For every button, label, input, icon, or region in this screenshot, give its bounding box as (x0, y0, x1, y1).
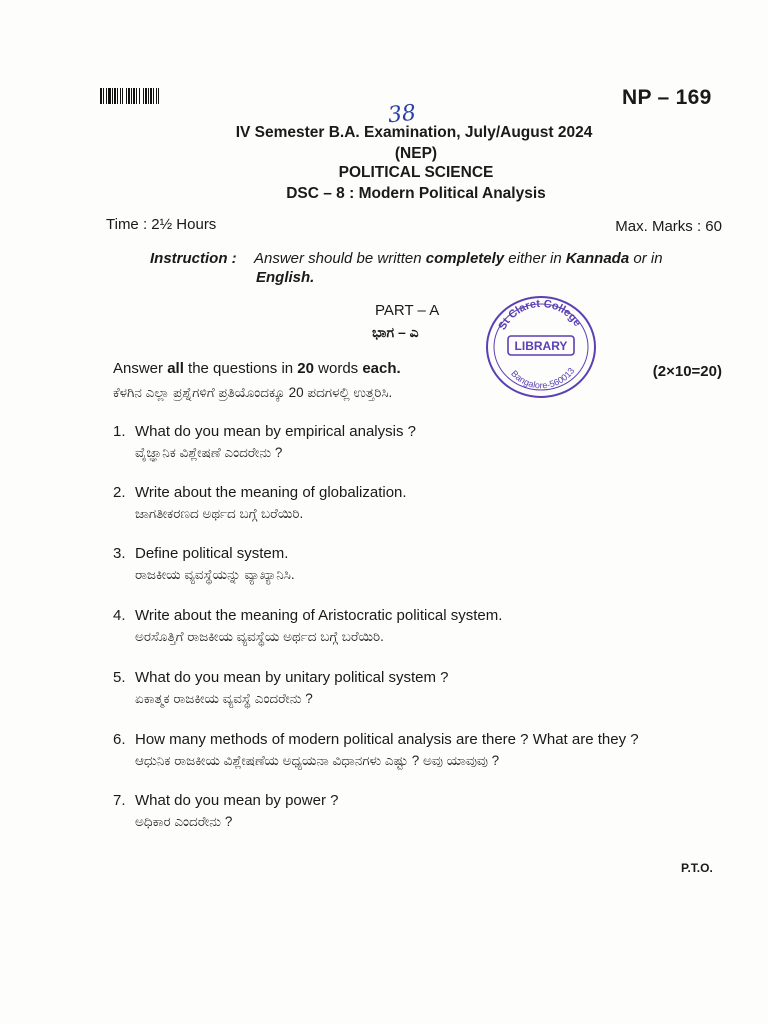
exam-scheme: (NEP) (394, 145, 438, 162)
question-text: Define political system. (135, 545, 289, 562)
question-text: What do you mean by power ? (135, 792, 339, 809)
part-directive-kannada: ಕೆಳಗಿನ ಎಲ್ಲಾ ಪ್ರಶ್ನೆಗಳಿಗೆ ಪ್ರತಿಯೊಂದಕ್ಕೂ 20 ಪದಗಳಲ್ಲಿ ಉತ್ತರಿಸಿ. (113, 385, 393, 400)
question-3 (113, 545, 713, 583)
question-text: Write about the meaning of globalization. (135, 484, 407, 501)
question-number: 2. (113, 484, 126, 501)
part-directive (113, 360, 401, 377)
library-stamp (481, 293, 599, 401)
question-7 (113, 792, 713, 830)
instruction-text: Answer should be written (254, 250, 426, 267)
question-text-kannada: ಅರಸೊತ್ತಿಗೆ ರಾಜಕೀಯ ವ್ಯವಸ್ಥೆಯ ಅರ್ಥದ ಬಗ್ಗೆ ಬರೆಯಿರಿ. (135, 629, 384, 644)
stamp-center-text: LIBRARY (514, 339, 568, 353)
stamp-top-text: St Claret College (496, 297, 584, 333)
instruction-text: or in (629, 250, 663, 267)
part-title: PART – A (375, 302, 440, 319)
question-number: 4. (113, 607, 126, 624)
question-text: How many methods of modern political analysis are there ? What are they ? (135, 731, 639, 748)
barcode-bar (159, 88, 161, 104)
svg-text:St Claret College (496, 298, 583, 332)
instruction-bold: Kannada (565, 250, 630, 267)
part-marks: (2×10=20) (652, 363, 722, 380)
question-1 (113, 423, 713, 461)
question-2 (113, 484, 713, 522)
handwritten-note: 38 (386, 100, 418, 129)
question-text-kannada: ಅಧಿಕಾರ ಎಂದರೇನು ? (135, 814, 233, 829)
question-4 (113, 607, 713, 645)
instruction-line2: English. (256, 269, 315, 286)
page-turn-note: P.T.O. (681, 861, 713, 875)
instruction-text: either in (504, 250, 566, 267)
question-text: What do you mean by unitary political system ? (135, 669, 449, 686)
question-number: 7. (113, 792, 126, 809)
question-text: Write about the meaning of Aristocratic political system. (135, 607, 503, 624)
max-marks: Max. Marks : 60 (615, 218, 722, 235)
subject-title: POLITICAL SCIENCE (338, 164, 494, 181)
paper-code: NP – 169 (622, 86, 712, 109)
time-allowed: Time : 2½ Hours (106, 216, 217, 233)
question-number: 3. (113, 545, 126, 562)
instruction (150, 249, 710, 287)
question-5 (113, 669, 713, 707)
exam-title: IV Semester B.A. Examination, July/August 2024 (235, 124, 593, 141)
question-text-kannada: ಆಧುನಿಕ ರಾಜಕೀಯ ವಿಶ್ಲೇಷಣೆಯ ಅಧ್ಯಯನಾ ವಿಧಾನಗಳು ಎಷ್ಟು ? ಅವು ಯಾವುವು ? (135, 753, 500, 768)
question-text-kannada: ರಾಜಕೀಯ ವ್ಯವಸ್ಥೆಯನ್ನು ವ್ಯಾಖ್ಯಾನಿಸಿ. (135, 567, 295, 582)
stamp-bottom-text: Bangalore-560013 (509, 365, 577, 391)
question-number: 6. (113, 731, 126, 748)
barcode (100, 88, 206, 104)
question-number: 5. (113, 669, 126, 686)
directive-bold: 20 (297, 360, 314, 377)
paper-title: DSC – 8 : Modern Political Analysis (286, 185, 546, 202)
instruction-bold: completely (425, 250, 505, 267)
directive-text: Answer (113, 360, 168, 377)
part-title-kannada: ಭಾಗ – ಎ (372, 324, 419, 340)
directive-bold: all (167, 360, 184, 377)
question-6 (113, 731, 713, 769)
directive-text: the questions in (183, 360, 298, 377)
svg-text:Bangalore-560013 (509, 366, 576, 391)
instruction-label: Instruction : (150, 250, 237, 267)
question-text-kannada: ವೈಜ್ಞಾನಿಕ ವಿಶ್ಲೇಷಣೆ ಎಂದರೇನು ? (135, 445, 283, 460)
question-text-kannada: ಏಕಾತ್ಮಕ ರಾಜಕೀಯ ವ್ಯವಸ್ಥೆ ಎಂದರೇನು ? (135, 691, 313, 706)
directive-bold: each. (362, 360, 401, 377)
directive-text: words (313, 360, 363, 377)
question-text-kannada: ಜಾಗತೀಕರಣದ ಅರ್ಥದ ಬಗ್ಗೆ ಬರೆಯಿರಿ. (135, 506, 304, 521)
question-number: 1. (113, 423, 126, 440)
question-text: What do you mean by empirical analysis ? (135, 423, 416, 440)
